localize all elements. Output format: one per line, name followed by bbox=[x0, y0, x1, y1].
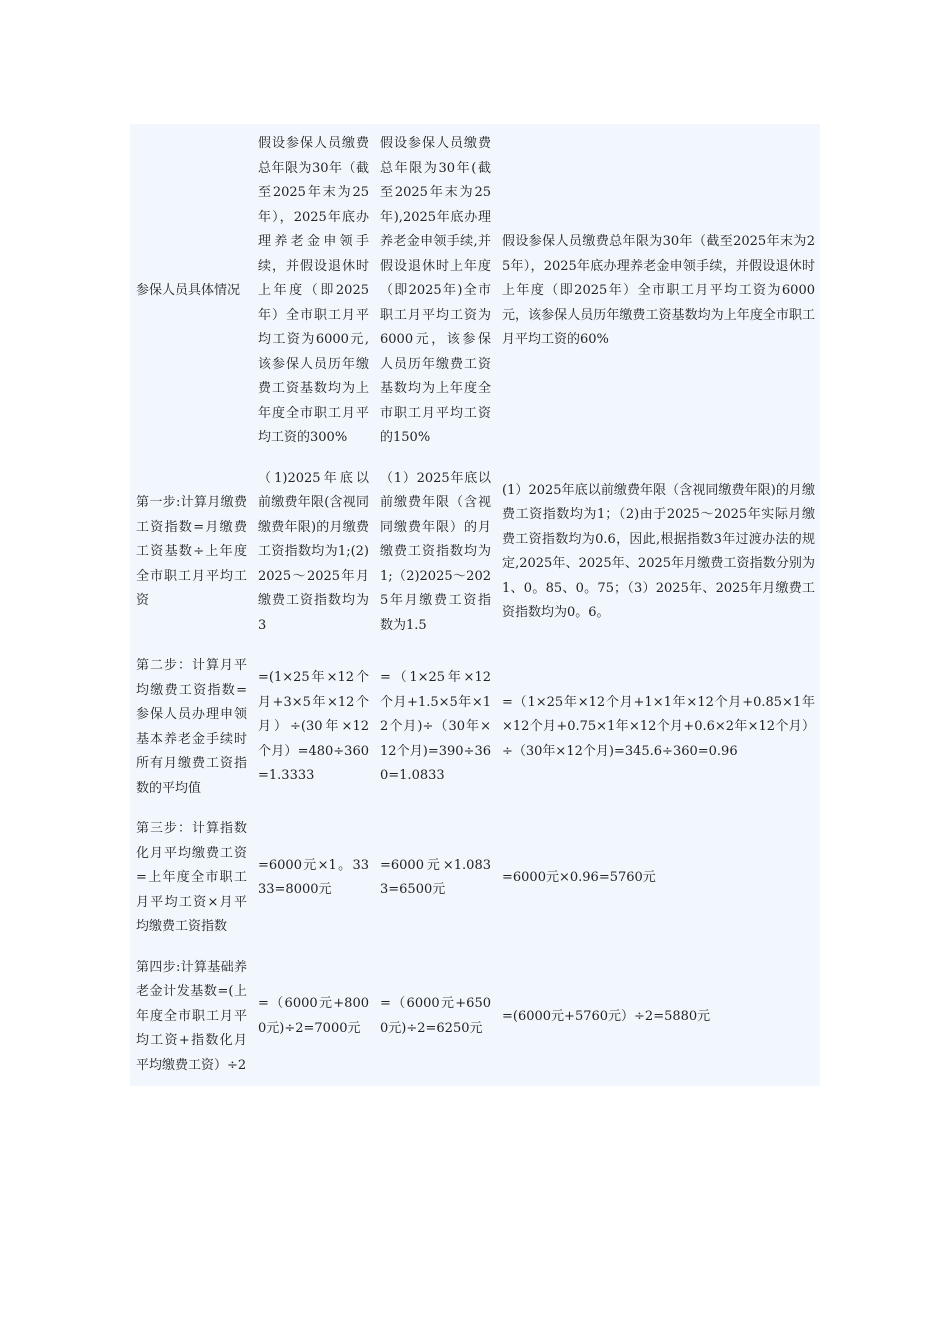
table-cell: =（6000元+6500元)÷2=6250元 bbox=[380, 996, 491, 1036]
row-label: 第二步：计算月平均缴费工资指数=参保人员办理申领基本养老金手续时所有月缴费工资指数的平均值 bbox=[136, 658, 247, 796]
table bbox=[130, 124, 820, 1086]
table-cell: 假设参保人员缴费总年限为30年（截至2025年末为25年），2025年底办理养老金申领手续，并假设退休时上年度（即2025年）全市职工月平均工资为6000元，该参保人员历年缴费工资基数均为上年度全市职工月平均工资的60% bbox=[502, 234, 815, 347]
row-label: 第四步:计算基础养老金计发基数=(上年度全市职工月平均工资+指数化月平均缴费工资）÷2 bbox=[136, 959, 247, 1073]
row-label: 参保人员具体情况 bbox=[136, 283, 241, 298]
table-cell: =（6000元+8000元)÷2=7000元 bbox=[258, 996, 369, 1036]
table-cell: =6000元×1。3333=8000元 bbox=[258, 857, 369, 898]
table-cell: =6000元×0.96=5760元 bbox=[502, 870, 656, 885]
row-label: 第三步：计算指数化月平均缴费工资=上年度全市职工月平均工资×月平均缴费工资指数 bbox=[136, 821, 247, 934]
table-cell: =（1×25年×12个月+1×1年×12个月+0.85×1年×12个月+0.75×1年×12个月+0.6×2年×12个月）÷（30年×12个月)=345.6÷360=0.96 bbox=[502, 694, 815, 759]
table-row bbox=[130, 809, 820, 948]
table-row bbox=[130, 948, 820, 1087]
row-label: 第一步:计算月缴费工资指数=月缴费工资基数÷上年度全市职工月平均工资 bbox=[136, 495, 247, 608]
table-cell: （1）2025年底以前缴费年限（含视同缴费年限）的月缴费工资指数均为1;（2)2025～2025年月缴费工资指数为1.5 bbox=[380, 470, 491, 633]
table-cell: （1)2025年底以前缴费年限(含视同缴费年限)的月缴费工资指数均为1;(2)2025～2025年月缴费工资指数均为3 bbox=[258, 470, 369, 633]
pension-calculation-table bbox=[130, 124, 820, 1086]
table-cell: 假设参保人员缴费总年限为30年（截至2025年末为25年），2025年底办理养老金申领手续，并假设退休时上年度（即2025年）全市职工月平均工资为6000元,该参保人员历年缴费工资基数均为上年度全市职工月平均工资的300% bbox=[258, 136, 369, 445]
table-cell: (1）2025年底以前缴费年限（含视同缴费年限)的月缴费工资指数均为1；（2)由于2025～2025年实际月缴费工资指数均为0.6，因此,根据指数3年过渡办法的规定,2025年、2025年、2025年月缴费工资指数分别为1、0。85、0。75；（3）2025年、2025年月缴费工资指数均为0。6。 bbox=[502, 482, 815, 621]
table-cell: =6000元×1.0833=6500元 bbox=[380, 857, 491, 898]
table-row bbox=[130, 124, 820, 459]
table-cell: 假设参保人员缴费总年限为30年(截至2025年末为25年),2025年底办理养老金申领手续,并假设退休时上年度（即2025年)全市职工月平均工资为6000元，该参保人员历年缴费工资基数均为上年度全市职工月平均工资的150% bbox=[380, 136, 491, 445]
table-row bbox=[130, 459, 820, 647]
table-cell: =（1×25年×12个月+1.5×5年×12个月)÷（30年×12个月)=390÷360=1.0833 bbox=[380, 670, 491, 784]
table-cell: =(6000元+5760元）÷2=5880元 bbox=[502, 1008, 711, 1024]
table-cell: =(1×25年×12个月+3×5年×12个月）÷(30年×12个月）=480÷360=1.3333 bbox=[258, 670, 369, 784]
table-row bbox=[130, 646, 820, 809]
